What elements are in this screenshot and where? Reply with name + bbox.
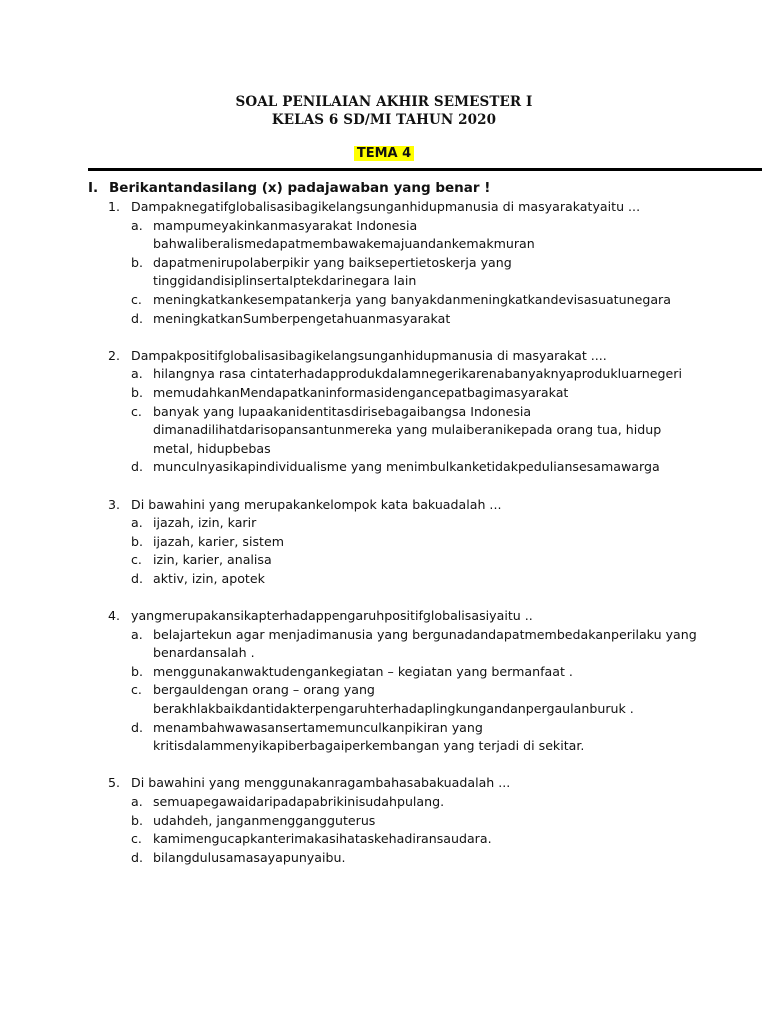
option-text-line: dapatmenirupolaberpikir yang baiksepertietoskerja yang: [153, 254, 512, 270]
question-text: Di bawahini yang menggunakanragambahasabakuadalah ...: [131, 775, 511, 791]
option-letter: a.: [131, 794, 143, 809]
section-number: I.: [88, 180, 99, 196]
option-text-line: kritisdalammenyikapiberbagaiperkembangan yang terjadi di sekitar.: [153, 738, 585, 754]
option-text-line: meningkatkankesempatankerja yang banyakdanmeningkatkandevisasuatunegara: [153, 291, 671, 307]
option-text-line: metal, hidupbebas: [153, 440, 271, 456]
option-letter: d.: [131, 459, 143, 475]
question-number: 2.: [108, 347, 121, 363]
option-letter: c.: [131, 552, 142, 568]
option-text-line: semuapegawaidaripadapabrikinisudahpulang.: [153, 794, 445, 809]
answer-option[interactable]: [108, 533, 748, 552]
question-text: Dampakpositifglobalisasibagikelangsunganhidupmanusia di masyarakat ....: [131, 347, 607, 363]
option-letter: a.: [131, 366, 143, 382]
answer-option[interactable]: [108, 310, 748, 329]
option-text: [153, 849, 748, 868]
option-text-line: ijazah, karier, sistem: [153, 533, 285, 549]
option-text-line: banyak yang lupaakanidentitasdirisebagaibangsa Indonesia: [153, 403, 532, 419]
option-letter: b.: [131, 663, 143, 679]
option-letter: b.: [131, 812, 143, 828]
question-stem: [108, 347, 748, 366]
option-letter: c.: [131, 403, 142, 419]
question-stem: [108, 607, 748, 626]
option-text-line: mampumeyakinkanmasyarakat Indonesia: [153, 217, 418, 233]
answer-option[interactable]: [108, 719, 748, 756]
answer-option[interactable]: [108, 849, 748, 868]
option-text: [153, 681, 748, 718]
question-item: [108, 347, 748, 477]
option-text: [153, 793, 748, 812]
question-item: [108, 198, 748, 328]
option-text-line: bergauldengan orang – orang yang: [153, 682, 375, 698]
option-text: [153, 830, 748, 849]
question-text: yangmerupakansikapterhadappengaruhpositifglobalisasiyaitu ..: [131, 608, 533, 624]
answer-option[interactable]: [108, 681, 748, 718]
section-multiple-choice: [88, 178, 748, 867]
option-text: [153, 384, 748, 403]
option-text-line: belajartekun agar menjadimanusia yang bergunadandapatmembedakanperilaku yang: [153, 626, 697, 642]
answer-option[interactable]: [108, 365, 748, 384]
question-stem: [108, 496, 748, 515]
section-heading: [88, 178, 748, 198]
option-text: [153, 291, 748, 310]
section-instruction: Berikantandasilang (x) padajawaban yang benar !: [109, 180, 491, 196]
option-text: [153, 533, 748, 552]
answer-option[interactable]: [108, 570, 748, 589]
option-text-line: munculnyasikapindividualisme yang menimbulkanketidakpeduliansesamawarga: [153, 459, 660, 475]
option-letter: a.: [131, 217, 143, 233]
header-divider: [88, 168, 762, 171]
option-text-line: dimanadilihatdarisopansantunmereka yang mulaiberanikepada orang tua, hidup: [153, 422, 662, 438]
option-text: [153, 812, 748, 831]
option-text: [153, 514, 748, 533]
question-number: 1.: [108, 199, 121, 214]
question-number: 3.: [108, 496, 121, 512]
question-stem: [108, 198, 748, 217]
option-text-line: ijazah, izin, karir: [153, 515, 257, 531]
question-number: 4.: [108, 608, 121, 624]
option-letter: c.: [131, 682, 142, 698]
exam-header: [0, 93, 768, 129]
option-text: [153, 310, 748, 329]
option-text-line: memudahkanMendapatkaninformasidengancepatbagimasyarakat: [153, 384, 569, 400]
option-letter: b.: [131, 254, 143, 270]
option-text: [153, 458, 748, 477]
option-text: [153, 626, 748, 663]
option-text: [153, 254, 748, 291]
option-letter: b.: [131, 533, 143, 549]
option-letter: d.: [131, 719, 143, 735]
question-stem: [108, 774, 748, 793]
option-text: [153, 719, 748, 756]
option-letter: c.: [131, 831, 142, 847]
option-text-line: berakhlakbaikdantidakterpengaruhterhadaplingkungandanpergaulanburuk .: [153, 701, 634, 717]
answer-option[interactable]: [108, 458, 748, 477]
question-item: [108, 607, 748, 756]
question-number: 5.: [108, 775, 121, 791]
answer-option[interactable]: [108, 217, 748, 254]
answer-option[interactable]: [108, 551, 748, 570]
option-text-line: aktiv, izin, apotek: [153, 570, 265, 586]
option-text: [153, 403, 748, 459]
answer-option[interactable]: [108, 514, 748, 533]
option-text: [153, 365, 748, 384]
question-text: Di bawahini yang merupakankelompok kata bakuadalah ...: [131, 496, 502, 512]
answer-option[interactable]: [108, 830, 748, 849]
option-letter: c.: [131, 291, 142, 307]
question-text: Dampaknegatifglobalisasibagikelangsunganhidupmanusia di masyarakatyaitu ...: [131, 199, 641, 214]
option-text-line: bilangdulusamasayapunyaibu.: [153, 849, 346, 865]
option-text-line: izin, karier, analisa: [153, 552, 272, 568]
answer-option[interactable]: [108, 291, 748, 310]
answer-option[interactable]: [108, 403, 748, 459]
question-list: [88, 198, 748, 867]
option-text: [153, 217, 748, 254]
option-letter: a.: [131, 626, 143, 642]
question-item: [108, 496, 748, 589]
answer-option[interactable]: [108, 626, 748, 663]
option-text-line: tinggidandisiplinsertaIptekdarinegara lain: [153, 273, 417, 289]
answer-option[interactable]: [108, 254, 748, 291]
answer-option[interactable]: [108, 384, 748, 403]
option-text-line: meningkatkanSumberpengetahuanmasyarakat: [153, 310, 451, 326]
exam-class-year: KELAS 6 SD/MI TAHUN 2020: [271, 112, 497, 128]
option-text-line: menggunakanwaktudengankegiatan – kegiatan yang bermanfaat .: [153, 663, 573, 679]
option-letter: d.: [131, 570, 143, 586]
option-text-line: hilangnya rasa cintaterhadapprodukdalamnegerikarenabanyaknyaprodukluarnegeri: [153, 366, 682, 382]
answer-option[interactable]: [108, 812, 748, 831]
theme-label: TEMA 4: [354, 146, 414, 161]
option-text-line: benardansalah .: [153, 645, 255, 661]
option-text-line: kamimengucapkanterimakasihataskehadiransaudara.: [153, 831, 492, 847]
option-letter: d.: [131, 310, 143, 326]
answer-option[interactable]: [108, 663, 748, 682]
exam-title: SOAL PENILAIAN AKHIR SEMESTER I: [235, 94, 533, 110]
option-text: [153, 570, 748, 589]
option-text-line: udahdeh, janganmenggangguterus: [153, 812, 376, 828]
question-item: [108, 774, 748, 867]
option-text: [153, 551, 748, 570]
theme-heading: [0, 145, 768, 162]
option-letter: b.: [131, 384, 143, 400]
answer-option[interactable]: [108, 793, 748, 812]
option-letter: d.: [131, 849, 143, 865]
option-text-line: bahwaliberalismedapatmembawakemajuandankemakmuran: [153, 236, 535, 252]
option-letter: a.: [131, 515, 143, 531]
option-text-line: menambahwawasansertamemunculkanpikiran yang: [153, 719, 483, 735]
option-text: [153, 663, 748, 682]
